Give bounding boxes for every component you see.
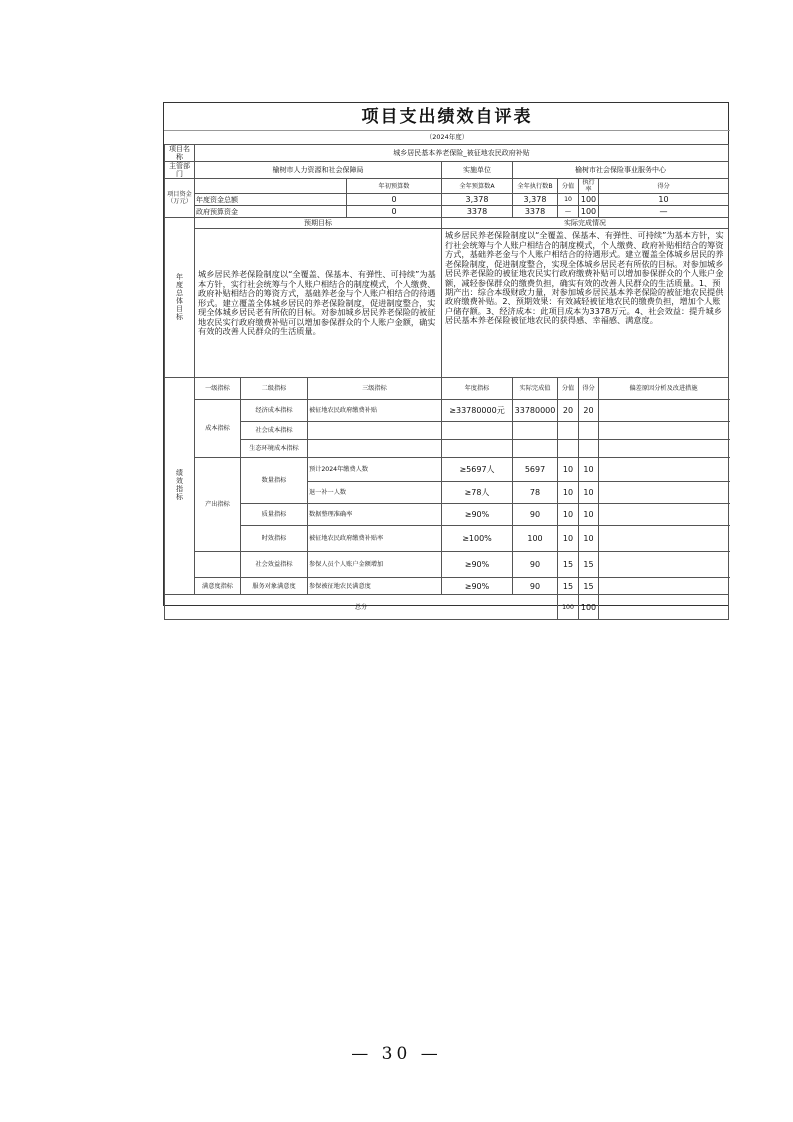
target-cell: ≥78人 [442, 482, 513, 504]
score-cell: 10 [579, 504, 599, 526]
total-score: 100 [579, 595, 599, 620]
ind-col-score: 得分 [579, 378, 599, 400]
funds-col-annual: 全年预算数A [442, 179, 513, 194]
project-name: 城乡居民基本养老保险_被征地农民政府补贴 [195, 145, 729, 162]
table-row [165, 422, 729, 440]
funds-row-name: 年度资金总额 [195, 194, 347, 206]
funds-executed: 3,378 [513, 194, 558, 206]
table-row [165, 526, 729, 552]
score-cell: 10 [579, 482, 599, 504]
funds-col-weight: 分值 [558, 179, 579, 194]
actual-cell: 90 [513, 504, 558, 526]
remark-cell [599, 578, 729, 595]
l3-cell: 参保被征地农民满意度 [308, 578, 442, 595]
dept-row [165, 162, 729, 179]
impl-label: 实施单位 [442, 162, 513, 179]
actual-header: 实际完成情况 [442, 218, 729, 229]
ind-col-remark: 偏差原因分析及改进措施 [599, 378, 729, 400]
funds-annual: 3,378 [442, 194, 513, 206]
self-evaluation-sheet [163, 102, 729, 612]
l2-cell: 时效指标 [241, 526, 308, 552]
weight-cell: 10 [558, 526, 579, 552]
weight-cell: 10 [558, 482, 579, 504]
weight-cell: 10 [558, 504, 579, 526]
weight-cell: 10 [558, 458, 579, 482]
table-row [165, 504, 729, 526]
funds-initial: 0 [347, 206, 442, 218]
score-cell: 15 [579, 578, 599, 595]
funds-score: — [599, 206, 729, 218]
target-cell: ≥100% [442, 526, 513, 552]
funds-score: 10 [599, 194, 729, 206]
remark-cell [599, 400, 729, 422]
target-cell: ≥33780000元 [442, 400, 513, 422]
l2-cell: 数量指标 [241, 458, 308, 504]
funds-row-gov [165, 206, 729, 218]
l2-cell: 社会成本指标 [241, 422, 308, 440]
indicators-label: 绩效指标 [165, 378, 195, 595]
project-name-label: 项目名称 [165, 145, 195, 162]
table-row [165, 440, 729, 458]
ind-col-target: 年度指标 [442, 378, 513, 400]
goals-text-row [165, 229, 729, 378]
goals-label: 年度总体目标 [165, 218, 195, 378]
target-cell: ≥90% [442, 578, 513, 595]
l3-cell: 退一补一人数 [308, 482, 442, 504]
dept-name: 榆树市人力资源和社会保障局 [195, 162, 442, 179]
output-group: 产出指标 [195, 458, 241, 552]
project-name-row [165, 145, 729, 162]
funds-weight: 10 [558, 194, 579, 206]
actual-cell: 90 [513, 578, 558, 595]
remark-cell [599, 504, 729, 526]
l3-cell: 预计2024年缴费人数 [308, 458, 442, 482]
actual-cell: 78 [513, 482, 558, 504]
target-cell: ≥5697人 [442, 458, 513, 482]
dept-label: 主管部门 [165, 162, 195, 179]
weight-cell: 15 [558, 578, 579, 595]
l3-cell: 被征地农民政府缴费补贴 [308, 400, 442, 422]
sheet-title: 项目支出绩效自评表 [164, 103, 730, 131]
ind-col-l1: 一级指标 [195, 378, 241, 400]
page-number: — 30 — [351, 1044, 442, 1064]
year-note: （2024年度） [425, 133, 469, 141]
impl-name: 榆树市社会保险事业服务中心 [513, 162, 729, 179]
evaluation-table [164, 144, 729, 620]
funds-col-score: 得分 [599, 179, 729, 194]
l3-cell: 被征地农民政府缴费补贴率 [308, 526, 442, 552]
actual-cell: 33780000 [513, 400, 558, 422]
ind-col-actual: 实际完成值 [513, 378, 558, 400]
l2-cell: 生态环境成本指标 [241, 440, 308, 458]
actual-cell: 90 [513, 552, 558, 578]
table-row [165, 578, 729, 595]
total-row [165, 595, 729, 620]
table-row [165, 400, 729, 422]
funds-row-name: 政府预算资金 [195, 206, 347, 218]
remark-cell [599, 552, 729, 578]
score-cell: 10 [579, 458, 599, 482]
ind-col-l2: 二级指标 [241, 378, 308, 400]
funds-header-row [165, 179, 729, 194]
total-label: 总分 [165, 595, 558, 620]
table-row [165, 458, 729, 482]
satisfaction-group: 满意度指标 [195, 578, 241, 595]
score-cell: 20 [579, 400, 599, 422]
funds-annual: 3378 [442, 206, 513, 218]
l2-cell: 服务对象满意度 [241, 578, 308, 595]
actual-goal-text: 城乡居民养老保险制度以“全覆盖、保基本、有弹性、可持续”为基本方针，实行社会统筹与个人账户相结合的制度模式，个人缴费、政府补贴相结合的筹资方式，基础养老金与个人账户相结合的待遇形式。建立覆盖全体城乡居民的养老保险制度，促进制度整合，实现全体城乡居民老有所依的目标。对参加城乡居民养老保险的被征地农民实行政府缴费补贴可以增加参保群众的个人账户金额，减轻参保群众的缴费负担，确实有效的改善人民群众的生活质量。1、预期产出：综合本级财政力量，对参加城乡居民基本养老保险的被征地农民提供政府缴费补贴。2、预期效果：有效减轻被征地农民的缴费负担，增加个人账户储存额。3、经济成本：此项目成本为3378万元。4、社会效益：提升城乡居民基本养老保险被征地农民的获得感、幸福感、满意度。 [442, 229, 729, 378]
funds-col-rate: 执行率 [579, 179, 599, 194]
l2-cell: 社会效益指标 [241, 552, 308, 578]
expected-goal-text: 城乡居民养老保险制度以“全覆盖、保基本、有弹性、可持续”为基本方针，实行社会统筹与个人账户相结合的制度模式，个人缴费、政府补贴相结合的筹资方式，基础养老金与个人账户相结合的待遇形式。建立覆盖全体城乡居民的养老保险制度，促进制度整合，实现全体城乡居民老有所依的目标。对参加城乡居民养老保险的被征地农民实行政府缴费补贴可以增加参保群众的个人账户金额，确实有效的改善人民群众的生活质量。 [195, 229, 442, 378]
ind-col-weight: 分值 [558, 378, 579, 400]
actual-cell: 5697 [513, 458, 558, 482]
l3-cell: 参保人员个人账户金额增加 [308, 552, 442, 578]
benefit-group [195, 552, 241, 578]
funds-executed: 3378 [513, 206, 558, 218]
funds-rate: 100 [579, 206, 599, 218]
funds-col-executed: 全年执行数B [513, 179, 558, 194]
score-cell: 10 [579, 526, 599, 552]
target-cell: ≥90% [442, 552, 513, 578]
weight-cell: 20 [558, 400, 579, 422]
funds-row-total [165, 194, 729, 206]
target-cell: ≥90% [442, 504, 513, 526]
expected-header: 预期目标 [195, 218, 442, 229]
funds-initial: 0 [347, 194, 442, 206]
funds-label: 项目资金（万元） [165, 179, 195, 218]
funds-weight: — [558, 206, 579, 218]
funds-rate: 100 [579, 194, 599, 206]
score-cell: 15 [579, 552, 599, 578]
funds-col-initial: 年初预算数 [347, 179, 442, 194]
table-row [165, 552, 729, 578]
remark-cell [599, 482, 729, 504]
goals-header-row [165, 218, 729, 229]
remark-cell [599, 526, 729, 552]
total-weight: 100 [558, 595, 579, 620]
l3-cell: 数据整理准确率 [308, 504, 442, 526]
cost-group: 成本指标 [195, 400, 241, 458]
actual-cell: 100 [513, 526, 558, 552]
remark-cell [599, 458, 729, 482]
l2-cell: 经济成本指标 [241, 400, 308, 422]
l2-cell: 质量指标 [241, 504, 308, 526]
ind-col-l3: 三级指标 [308, 378, 442, 400]
indicators-header-row [165, 378, 729, 400]
weight-cell: 15 [558, 552, 579, 578]
